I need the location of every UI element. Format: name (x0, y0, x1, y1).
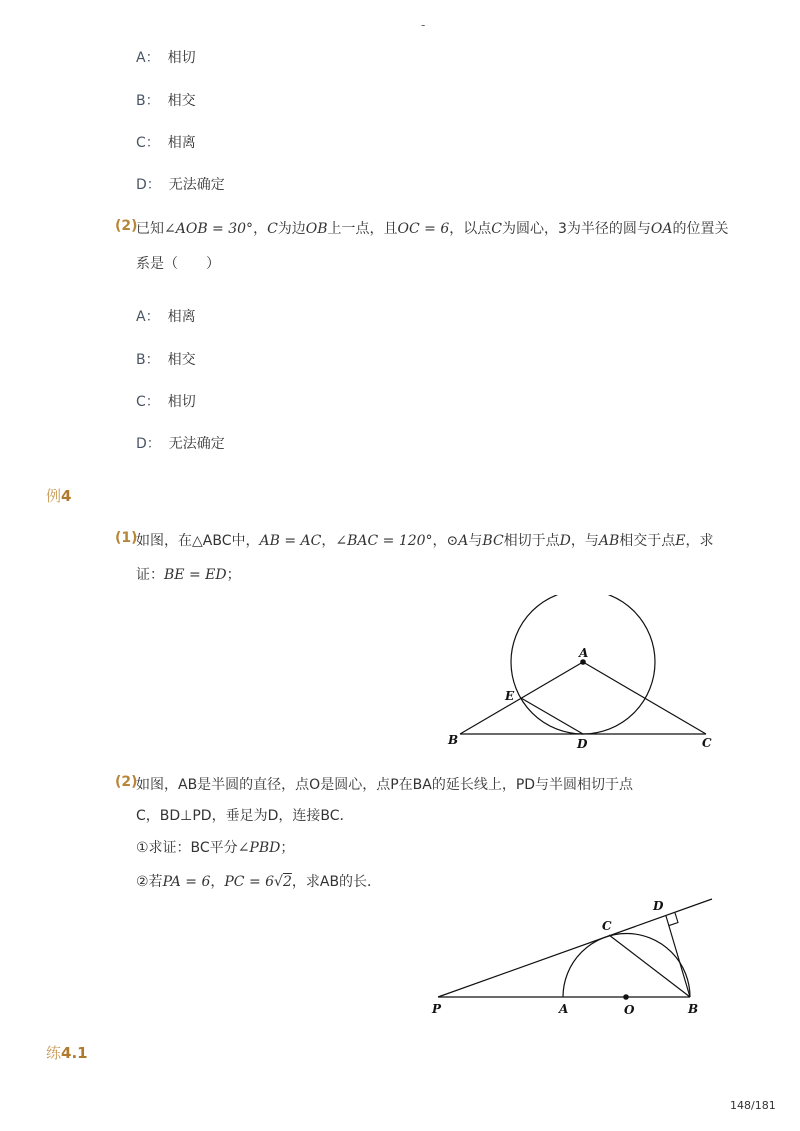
segment-ed (521, 698, 583, 734)
stem-text: ①求证：BC平分 (136, 840, 238, 856)
math-expr: PA = 6 (162, 874, 211, 890)
option-text: 相离 (167, 309, 196, 325)
math-expr: E (675, 533, 686, 549)
stem-text: ，以点 (449, 221, 492, 237)
radicand: 2 (282, 874, 292, 890)
question-stem-line1 (136, 531, 714, 551)
q1-option-c[interactable] (136, 132, 196, 152)
stem-text: ； (226, 567, 241, 583)
math-expr: BE = ED (164, 567, 227, 583)
label-a: A (579, 646, 589, 660)
segment-ac (583, 662, 706, 734)
question-stem-line2: C，BD⊥PD，垂足为D，连接BC． (136, 808, 354, 824)
question-part-2 (136, 872, 381, 892)
stem-text: ， (321, 533, 336, 549)
option-text: 相交 (167, 352, 196, 368)
math-expr: BC (482, 533, 504, 549)
q1-option-d[interactable] (136, 174, 225, 194)
label-o: O (624, 1003, 635, 1017)
question-number: (2) (115, 774, 138, 790)
math-expr: C (267, 221, 278, 237)
math-expr: AB = AC (259, 533, 322, 549)
math-expr: OA (650, 221, 673, 237)
stem-text: ，求 (685, 533, 714, 549)
center-point-a (580, 659, 586, 665)
math-expr: PC = 6 (224, 874, 275, 890)
right-angle-mark (669, 913, 678, 926)
label-p: P (432, 1002, 442, 1016)
page-number: 148/181 (730, 1099, 776, 1112)
question-stem-line2: 系是（ ） (136, 256, 220, 272)
math-expr: D (559, 533, 571, 549)
option-letter: D： (136, 177, 161, 193)
stem-text: ， (253, 221, 268, 237)
option-text: 相离 (167, 135, 196, 151)
stem-text: ，与 (570, 533, 599, 549)
question-stem-line2 (136, 565, 241, 585)
q1-option-b[interactable] (136, 90, 196, 110)
question-stem-line1 (136, 219, 729, 239)
option-text: 无法确定 (168, 436, 225, 452)
question-number: (2) (115, 218, 138, 234)
sqrt-sign: √ (274, 874, 283, 890)
math-expr: ∠AOB = 30° (164, 221, 254, 237)
stem-text: 如图，在△ABC中， (136, 533, 260, 549)
semicircle (563, 934, 690, 998)
center-point-o (623, 994, 629, 1000)
option-letter: B： (136, 93, 160, 109)
section-prefix: 练 (46, 1044, 62, 1062)
stem-text: 为边 (277, 221, 306, 237)
section-heading-example (46, 485, 71, 506)
option-text: 无法确定 (168, 177, 225, 193)
option-text: 相切 (167, 394, 196, 410)
label-b: B (448, 733, 459, 747)
option-letter: B： (136, 352, 160, 368)
stem-text: ， (210, 874, 225, 890)
label-d: D (577, 737, 588, 751)
stem-text: 与 (468, 533, 483, 549)
segment-cb (609, 935, 690, 997)
option-text: 相交 (167, 93, 196, 109)
section-prefix: 例 (46, 487, 62, 505)
section-number: 4.1 (61, 1044, 88, 1062)
stem-text: ，求AB的长． (291, 874, 382, 890)
stem-text: ， (432, 533, 447, 549)
label-c: C (702, 736, 712, 750)
stem-text: ②若 (136, 874, 163, 890)
option-letter: C： (136, 394, 160, 410)
stem-text: 已知 (136, 221, 164, 237)
geometry-figure-circle-triangle (440, 595, 730, 755)
q1-option-a[interactable] (136, 47, 196, 67)
question-stem-line1: 如图，AB是半圆的直径，点O是圆心，点P在BA的延长线上，PD与半圆相切于点 (136, 777, 634, 793)
stem-text: 的位置关 (672, 221, 729, 237)
stem-text: 为圆心，3为半径的圆与 (502, 221, 651, 237)
math-expr: AB (598, 533, 620, 549)
label-a: A (559, 1002, 569, 1016)
math-expr: OC = 6 (397, 221, 450, 237)
math-expr: OB (305, 221, 328, 237)
section-heading-practice (46, 1042, 88, 1063)
math-expr: ∠PBD (237, 840, 281, 856)
stem-text: 上一点，且 (327, 221, 398, 237)
label-d: D (653, 899, 664, 913)
option-letter: A： (136, 309, 160, 325)
label-c: C (602, 919, 612, 933)
q2-option-b[interactable] (136, 349, 196, 369)
stem-text: 相切于点 (503, 533, 560, 549)
label-b: B (688, 1002, 699, 1016)
option-letter: C： (136, 135, 160, 151)
q2-option-c[interactable] (136, 391, 196, 411)
question-part-1 (136, 838, 294, 858)
option-letter: A： (136, 50, 160, 66)
math-expr: C (491, 221, 502, 237)
segment-bd (666, 916, 690, 997)
label-e: E (505, 689, 515, 703)
q2-option-a[interactable] (136, 306, 196, 326)
q2-option-d[interactable] (136, 433, 225, 453)
option-letter: D： (136, 436, 161, 452)
math-expr: ∠BAC = 120° (335, 533, 433, 549)
stem-text: 相交于点 (619, 533, 676, 549)
header-mark: - (421, 18, 426, 32)
stem-text: 证： (136, 567, 164, 583)
question-number: (1) (115, 530, 138, 546)
section-number: 4 (61, 487, 72, 505)
stem-text: ； (280, 840, 295, 856)
geometry-figure-semicircle-tangent (425, 893, 720, 1018)
option-text: 相切 (167, 50, 196, 66)
math-expr: ⊙A (446, 533, 469, 549)
